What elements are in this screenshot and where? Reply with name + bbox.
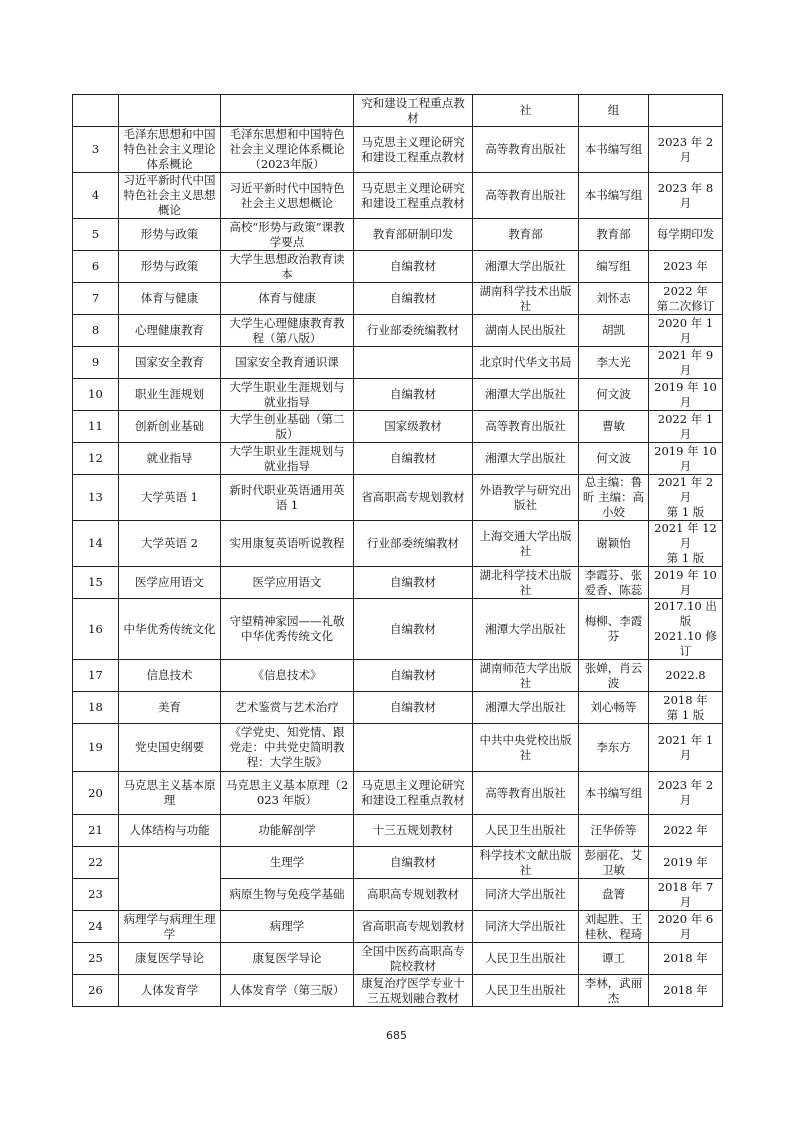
course-name-cell — [119, 95, 221, 127]
course-name-cell: 毛泽东思想和中国特色社会主义理论体系概论 — [119, 127, 221, 173]
publish-date-cell: 2018 年 7 月 — [649, 879, 723, 911]
row-number-cell: 21 — [73, 815, 119, 847]
editor-cell: 汪华侨等 — [579, 815, 649, 847]
editor-cell: 谭工 — [579, 943, 649, 975]
course-name-cell: 党史国史纲要 — [119, 724, 221, 772]
textbook-type-cell: 康复治疗医学专业十三五规划融合教材 — [354, 975, 473, 1007]
row-number-cell: 4 — [73, 173, 119, 219]
textbook-name-cell: 大学生创业基础（第二版） — [221, 411, 354, 443]
textbook-type-cell: 自编教材 — [354, 660, 473, 692]
editor-cell: 李大光 — [579, 347, 649, 379]
course-name-cell: 就业指导 — [119, 443, 221, 475]
textbook-name-cell: 生理学 — [221, 847, 354, 879]
textbook-type-cell: 自编教材 — [354, 251, 473, 283]
editor-cell: 何文波 — [579, 379, 649, 411]
publisher-cell: 湖南人民出版社 — [473, 315, 579, 347]
textbook-name-cell: 病理学 — [221, 911, 354, 943]
course-name-cell: 大学英语 2 — [119, 521, 221, 567]
table-row — [73, 599, 723, 660]
course-name-cell: 人体发育学 — [119, 975, 221, 1007]
publish-date-cell: 2023 年 2 月 — [649, 772, 723, 815]
publisher-cell: 同济大学出版社 — [473, 911, 579, 943]
row-number-cell: 9 — [73, 347, 119, 379]
editor-cell: 张婵，肖云波 — [579, 660, 649, 692]
textbook-type-cell: 行业部委统编教材 — [354, 315, 473, 347]
editor-cell: 李霞芬、张爱香、陈蕊 — [579, 567, 649, 599]
publisher-cell: 湖南师范大学出版社 — [473, 660, 579, 692]
textbook-table — [72, 94, 723, 1007]
publish-date-cell: 2021 年 9 月 — [649, 347, 723, 379]
publish-date-cell: 2018 年 第 1 版 — [649, 692, 723, 724]
editor-cell: 曹敏 — [579, 411, 649, 443]
publish-date-cell: 2020 年 6 月 — [649, 911, 723, 943]
table-row — [73, 251, 723, 283]
course-name-cell: 心理健康教育 — [119, 315, 221, 347]
editor-cell: 本书编写组 — [579, 772, 649, 815]
publisher-cell: 湘潭大学出版社 — [473, 379, 579, 411]
course-name-cell: 人体结构与功能 — [119, 815, 221, 847]
textbook-type-cell: 马克思主义理论研究和建设工程重点教材 — [354, 173, 473, 219]
textbook-type-cell: 高职高专规划教材 — [354, 879, 473, 911]
table-row — [73, 772, 723, 815]
publish-date-cell: 2023 年 8 月 — [649, 173, 723, 219]
table-row — [73, 443, 723, 475]
table-row — [73, 379, 723, 411]
publish-date-cell: 2022 年 — [649, 815, 723, 847]
table-row — [73, 95, 723, 127]
editor-cell: 刘起胜、王桂秋、程琦 — [579, 911, 649, 943]
course-name-cell: 信息技术 — [119, 660, 221, 692]
publish-date-cell: 2023 年 2 月 — [649, 127, 723, 173]
row-number-cell: 12 — [73, 443, 119, 475]
textbook-table-body — [73, 95, 723, 1007]
table-row — [73, 173, 723, 219]
table-row — [73, 219, 723, 251]
course-name-cell: 职业生涯规划 — [119, 379, 221, 411]
textbook-type-cell — [354, 347, 473, 379]
row-number-cell: 10 — [73, 379, 119, 411]
publisher-cell: 上海交通大学出版社 — [473, 521, 579, 567]
textbook-type-cell: 教育部研制印发 — [354, 219, 473, 251]
row-number-cell — [73, 95, 119, 127]
textbook-name-cell: 大学生心理健康教育教程（第八版） — [221, 315, 354, 347]
textbook-type-cell — [354, 724, 473, 772]
editor-cell: 编写组 — [579, 251, 649, 283]
textbook-name-cell: 习近平新时代中国特色社会主义思想概论 — [221, 173, 354, 219]
publish-date-cell: 2018 年 — [649, 943, 723, 975]
row-number-cell: 8 — [73, 315, 119, 347]
textbook-name-cell: 康复医学导论 — [221, 943, 354, 975]
textbook-type-cell: 自编教材 — [354, 379, 473, 411]
course-name-cell: 创新创业基础 — [119, 411, 221, 443]
textbook-name-cell: 国家安全教育通识课 — [221, 347, 354, 379]
publish-date-cell — [649, 95, 723, 127]
row-number-cell: 7 — [73, 283, 119, 315]
row-number-cell: 16 — [73, 599, 119, 660]
textbook-name-cell: 《学党史、知党情、跟党走：中共党史简明教程：大学生版》 — [221, 724, 354, 772]
row-number-cell: 6 — [73, 251, 119, 283]
publisher-cell: 科学技术文献出版社 — [473, 847, 579, 879]
editor-cell: 彭丽花、艾卫敏 — [579, 847, 649, 879]
editor-cell: 刘怀志 — [579, 283, 649, 315]
table-row — [73, 475, 723, 521]
course-name-cell: 医学应用语文 — [119, 567, 221, 599]
publish-date-cell: 2018 年 — [649, 975, 723, 1007]
textbook-name-cell: 大学生职业生涯规划与就业指导 — [221, 379, 354, 411]
editor-cell: 教育部 — [579, 219, 649, 251]
editor-cell: 刘心畅等 — [579, 692, 649, 724]
textbook-type-cell: 省高职高专规划教材 — [354, 475, 473, 521]
editor-cell: 谢颖怡 — [579, 521, 649, 567]
textbook-type-cell: 自编教材 — [354, 692, 473, 724]
editor-cell: 本书编写组 — [579, 127, 649, 173]
course-name-cell — [119, 847, 221, 911]
table-row — [73, 411, 723, 443]
publisher-cell: 人民卫生出版社 — [473, 975, 579, 1007]
textbook-name-cell: 毛泽东思想和中国特色社会主义理论体系概论（2023年版） — [221, 127, 354, 173]
course-name-cell: 中华优秀传统文化 — [119, 599, 221, 660]
publish-date-cell: 2021 年 12 月 第 1 版 — [649, 521, 723, 567]
table-row — [73, 660, 723, 692]
course-name-cell: 马克思主义基本原理 — [119, 772, 221, 815]
textbook-name-cell: 大学生思想政治教育读本 — [221, 251, 354, 283]
publisher-cell: 湘潭大学出版社 — [473, 443, 579, 475]
textbook-name-cell: 艺术鉴赏与艺术治疗 — [221, 692, 354, 724]
row-number-cell: 23 — [73, 879, 119, 911]
textbook-type-cell: 马克思主义理论研究和建设工程重点教材 — [354, 127, 473, 173]
course-name-cell: 体育与健康 — [119, 283, 221, 315]
table-row — [73, 975, 723, 1007]
editor-cell: 总主编：鲁昕 主编：高小姣 — [579, 475, 649, 521]
publisher-cell: 湖北科学技术出版社 — [473, 567, 579, 599]
textbook-type-cell: 自编教材 — [354, 847, 473, 879]
row-number-cell: 5 — [73, 219, 119, 251]
publisher-cell: 高等教育出版社 — [473, 127, 579, 173]
publish-date-cell: 2021 年 1 月 — [649, 724, 723, 772]
row-number-cell: 15 — [73, 567, 119, 599]
textbook-name-cell: 高校“形势与政策”课教学要点 — [221, 219, 354, 251]
publisher-cell: 湘潭大学出版社 — [473, 251, 579, 283]
publish-date-cell: 2019 年 10 月 — [649, 443, 723, 475]
publisher-cell: 中共中央党校出版社 — [473, 724, 579, 772]
textbook-type-cell: 省高职高专规划教材 — [354, 911, 473, 943]
course-name-cell: 美育 — [119, 692, 221, 724]
textbook-name-cell: 大学生职业生涯规划与就业指导 — [221, 443, 354, 475]
publish-date-cell: 2022.8 — [649, 660, 723, 692]
publish-date-cell: 2019 年 10 月 — [649, 567, 723, 599]
textbook-type-cell: 究和建设工程重点教材 — [354, 95, 473, 127]
publisher-cell: 北京时代华文书局 — [473, 347, 579, 379]
textbook-name-cell — [221, 95, 354, 127]
textbook-type-cell: 自编教材 — [354, 283, 473, 315]
publish-date-cell: 2023 年 — [649, 251, 723, 283]
textbook-type-cell: 全国中医药高职高专院校教材 — [354, 943, 473, 975]
course-name-cell: 康复医学导论 — [119, 943, 221, 975]
page-number: 685 — [386, 1029, 407, 1042]
row-number-cell: 3 — [73, 127, 119, 173]
textbook-name-cell: 体育与健康 — [221, 283, 354, 315]
row-number-cell: 14 — [73, 521, 119, 567]
course-name-cell: 习近平新时代中国特色社会主义思想概论 — [119, 173, 221, 219]
publish-date-cell: 2020 年 1 月 — [649, 315, 723, 347]
textbook-type-cell: 马克思主义理论研究和建设工程重点教材 — [354, 772, 473, 815]
publisher-cell: 外语教学与研究出版社 — [473, 475, 579, 521]
publish-date-cell: 2021 年 2 月 第 1 版 — [649, 475, 723, 521]
publish-date-cell: 2017.10 出版 2021.10 修订 — [649, 599, 723, 660]
editor-cell: 本书编写组 — [579, 173, 649, 219]
editor-cell: 盘箐 — [579, 879, 649, 911]
textbook-type-cell: 自编教材 — [354, 567, 473, 599]
textbook-name-cell: 人体发育学（第三版） — [221, 975, 354, 1007]
publisher-cell: 高等教育出版社 — [473, 411, 579, 443]
table-row — [73, 692, 723, 724]
editor-cell: 何文波 — [579, 443, 649, 475]
row-number-cell: 18 — [73, 692, 119, 724]
row-number-cell: 24 — [73, 911, 119, 943]
publisher-cell: 湘潭大学出版社 — [473, 599, 579, 660]
textbook-type-cell: 自编教材 — [354, 599, 473, 660]
editor-cell: 李东方 — [579, 724, 649, 772]
table-row — [73, 911, 723, 943]
publisher-cell: 社 — [473, 95, 579, 127]
textbook-name-cell: 实用康复英语听说教程 — [221, 521, 354, 567]
table-row — [73, 567, 723, 599]
publish-date-cell: 2019 年 — [649, 847, 723, 879]
table-row — [73, 347, 723, 379]
publisher-cell: 人民卫生出版社 — [473, 815, 579, 847]
table-row — [73, 943, 723, 975]
publisher-cell: 高等教育出版社 — [473, 772, 579, 815]
table-row — [73, 521, 723, 567]
course-name-cell: 病理学与病理生理学 — [119, 911, 221, 943]
table-row — [73, 315, 723, 347]
row-number-cell: 20 — [73, 772, 119, 815]
textbook-type-cell: 自编教材 — [354, 443, 473, 475]
publish-date-cell: 每学期印发 — [649, 219, 723, 251]
editor-cell: 胡凯 — [579, 315, 649, 347]
publish-date-cell: 2022 年 1 月 — [649, 411, 723, 443]
textbook-name-cell: 《信息技术》 — [221, 660, 354, 692]
table-row — [73, 127, 723, 173]
table-row — [73, 847, 723, 879]
textbook-name-cell: 新时代职业英语通用英语 1 — [221, 475, 354, 521]
textbook-name-cell: 功能解剖学 — [221, 815, 354, 847]
row-number-cell: 22 — [73, 847, 119, 879]
textbook-name-cell: 马克思主义基本原理（2023 年版） — [221, 772, 354, 815]
row-number-cell: 25 — [73, 943, 119, 975]
course-name-cell: 国家安全教育 — [119, 347, 221, 379]
textbook-name-cell: 病原生物与免疫学基础 — [221, 879, 354, 911]
row-number-cell: 13 — [73, 475, 119, 521]
row-number-cell: 17 — [73, 660, 119, 692]
editor-cell: 梅柳、李霞芬 — [579, 599, 649, 660]
textbook-name-cell: 守望精神家园——礼敬中华优秀传统文化 — [221, 599, 354, 660]
row-number-cell: 19 — [73, 724, 119, 772]
publisher-cell: 教育部 — [473, 219, 579, 251]
publisher-cell: 湖南科学技术出版社 — [473, 283, 579, 315]
course-name-cell: 形势与政策 — [119, 251, 221, 283]
table-row — [73, 283, 723, 315]
publisher-cell: 人民卫生出版社 — [473, 943, 579, 975]
table-row — [73, 724, 723, 772]
editor-cell: 组 — [579, 95, 649, 127]
editor-cell: 李林，武丽杰 — [579, 975, 649, 1007]
course-name-cell: 大学英语 1 — [119, 475, 221, 521]
publish-date-cell: 2019 年 10 月 — [649, 379, 723, 411]
table-row — [73, 815, 723, 847]
textbook-type-cell: 行业部委统编教材 — [354, 521, 473, 567]
textbook-name-cell: 医学应用语文 — [221, 567, 354, 599]
publisher-cell: 高等教育出版社 — [473, 173, 579, 219]
publisher-cell: 湘潭大学出版社 — [473, 692, 579, 724]
publish-date-cell: 2022 年 第二次修订 — [649, 283, 723, 315]
course-name-cell: 形势与政策 — [119, 219, 221, 251]
textbook-type-cell: 国家级教材 — [354, 411, 473, 443]
row-number-cell: 11 — [73, 411, 119, 443]
publisher-cell: 同济大学出版社 — [473, 879, 579, 911]
textbook-type-cell: 十三五规划教材 — [354, 815, 473, 847]
row-number-cell: 26 — [73, 975, 119, 1007]
